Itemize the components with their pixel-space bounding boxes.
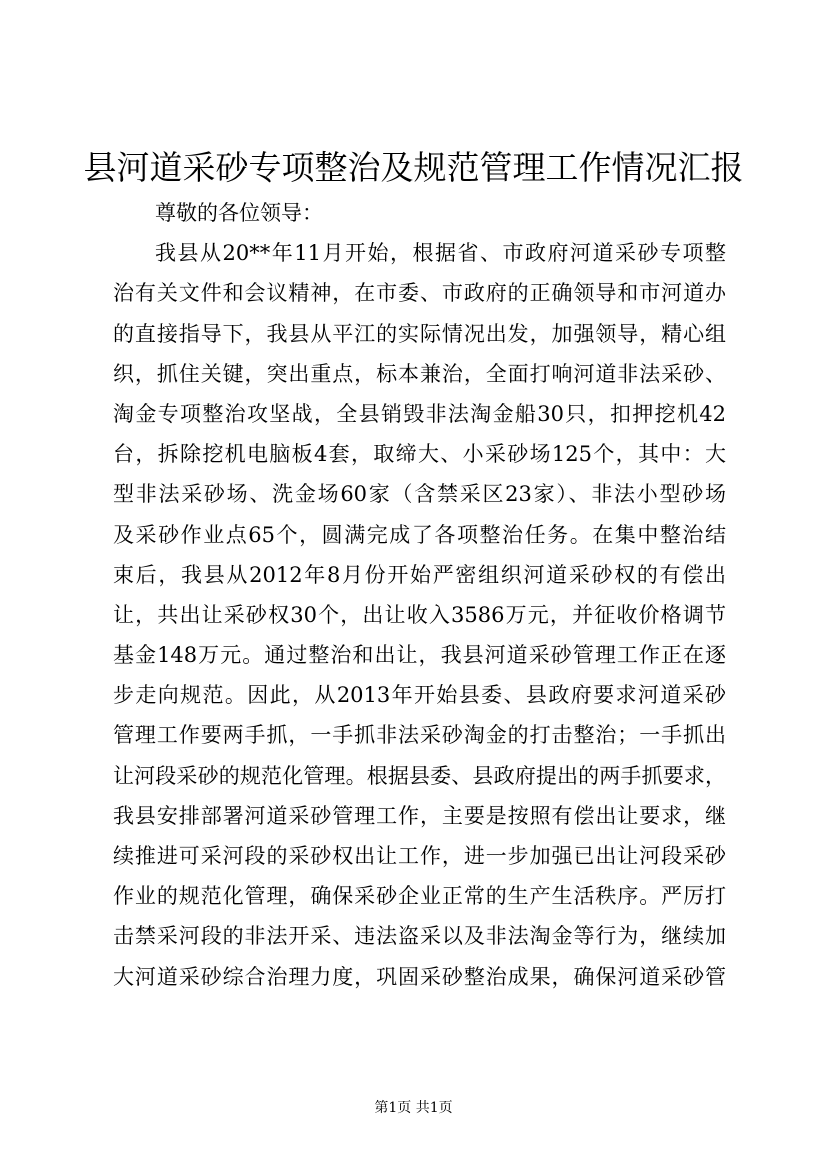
body-line: 作业的规范化管理，确保采砂企业正常的生产生活秩序。严厉打: [113, 884, 726, 909]
body-line: 型非法采砂场、洗金场60家（含禁采区23家）、非法小型砂场: [113, 482, 726, 507]
body-line: 管理工作要两手抓，一手抓非法采砂淘金的打击整治；一手抓出: [113, 723, 726, 748]
body-line: 及采砂作业点65个，圆满完成了各项整治任务。在集中整治结: [113, 522, 726, 547]
body-line: 淘金专项整治攻坚战，全县销毁非法淘金船30只，扣押挖机42: [113, 401, 726, 426]
body-line: 的直接指导下，我县从平江的实际情况出发，加强领导，精心组: [113, 321, 726, 346]
body-line: 让河段采砂的规范化管理。根据县委、县政府提出的两手抓要求，: [113, 763, 726, 788]
salutation-line: 尊敬的各位领导：: [155, 201, 323, 225]
document-title: 县河道采砂专项整治及规范管理工作情况汇报: [83, 148, 744, 187]
body-line: 治有关文件和会议精神，在市委、市政府的正确领导和市河道办: [113, 281, 726, 306]
body-line: 大河道采砂综合治理力度，巩固采砂整治成果，确保河道采砂管: [113, 964, 726, 989]
page-footer: 第1页 共1页: [374, 1100, 453, 1116]
body-line: 击禁采河段的非法开采、违法盗采以及非法淘金等行为，继续加: [113, 924, 726, 949]
body-line: 我县从20**年11月开始，根据省、市政府河道采砂专项整: [155, 241, 726, 266]
body-line: 束后，我县从2012年8月份开始严密组织河道采砂权的有偿出: [113, 562, 726, 587]
document-body: [113, 193, 726, 997]
body-line: 让，共出让采砂权30个，出让收入3586万元，并征收价格调节: [113, 602, 726, 627]
body-line: 我县安排部署河道采砂管理工作，主要是按照有偿出让要求，继: [113, 803, 726, 828]
body-line: 台，拆除挖机电脑板4套，取缔大、小采砂场125个，其中：大: [113, 442, 726, 467]
body-line: 织，抓住关键，突出重点，标本兼治，全面打响河道非法采砂、: [113, 361, 726, 386]
body-line: 续推进可采河段的采砂权出让工作，进一步加强已出让河段采砂: [113, 844, 726, 868]
body-line: 步走向规范。因此，从2013年开始县委、县政府要求河道采砂: [113, 683, 726, 708]
body-line: 基金148万元。通过整治和出让，我县河道采砂管理工作正在逐: [113, 643, 726, 668]
